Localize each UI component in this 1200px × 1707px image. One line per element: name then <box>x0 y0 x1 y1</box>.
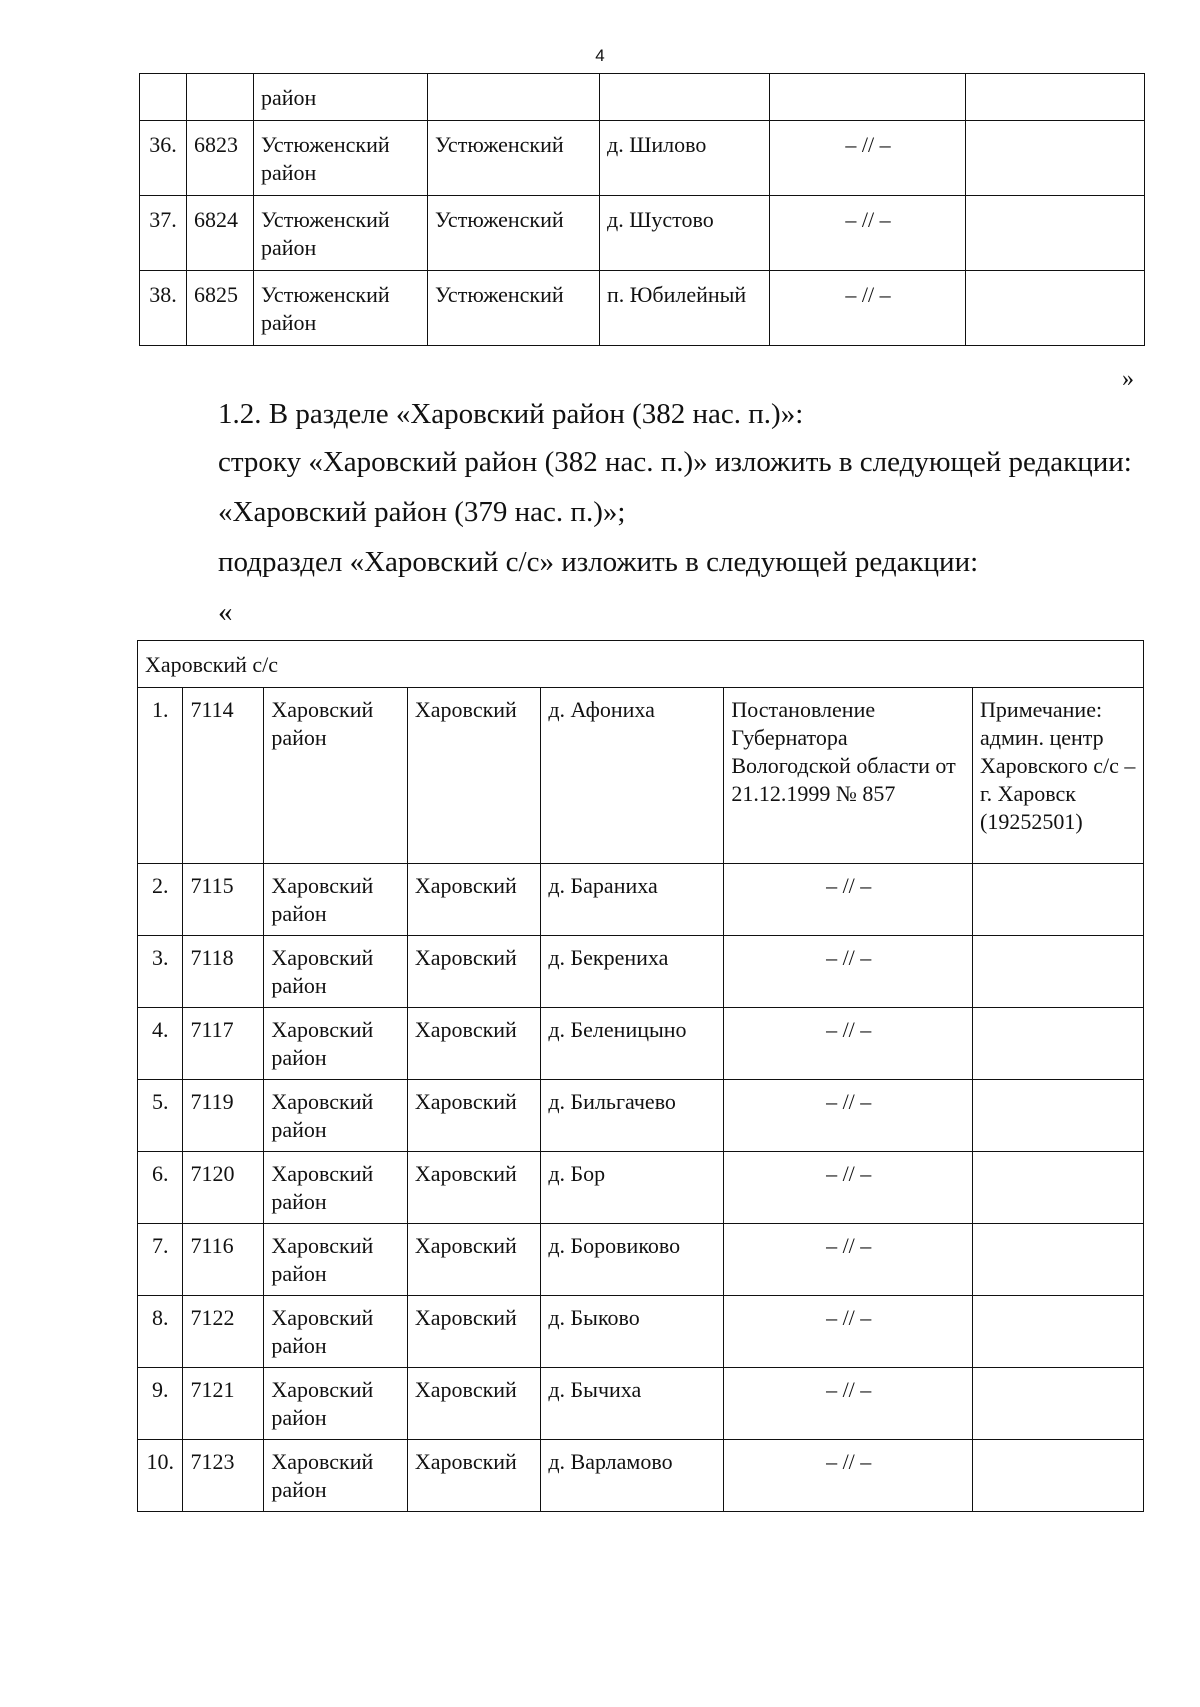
cell-code: 7116 <box>183 1224 264 1296</box>
cell-code: 7117 <box>183 1008 264 1080</box>
top_table-row <box>140 74 1145 121</box>
cell-row-number: 3. <box>138 936 183 1008</box>
main_table-row <box>138 1224 1144 1296</box>
main_table-row <box>138 1008 1144 1080</box>
cell-legal-basis: – // – <box>770 271 966 346</box>
cell-row-number: 36. <box>140 121 187 196</box>
cell-municipality: Харовский <box>407 1080 540 1152</box>
main_table-row <box>138 1440 1144 1512</box>
cell-settlement: д. Бараниха <box>541 864 724 936</box>
cell-note <box>973 864 1144 936</box>
cell-district: Харовский район <box>264 688 408 864</box>
cell-note <box>973 1296 1144 1368</box>
cell-row-number: 5. <box>138 1080 183 1152</box>
cell-district: Харовский район <box>264 1008 408 1080</box>
cell-code: 7121 <box>183 1368 264 1440</box>
cell-settlement: д. Бекрениха <box>541 936 724 1008</box>
cell-settlement: д. Шилово <box>600 121 770 196</box>
section-title-row <box>138 641 1144 688</box>
cell-note <box>973 1224 1144 1296</box>
cell-district: Харовский район <box>264 1152 408 1224</box>
cell-note <box>973 1152 1144 1224</box>
top-table-body <box>140 74 1145 346</box>
cell-note <box>966 196 1145 271</box>
cell-row-number: 1. <box>138 688 183 864</box>
cell-municipality: Харовский <box>407 1440 540 1512</box>
cell-legal-basis: – // – <box>724 1296 973 1368</box>
cell-district: Харовский район <box>264 1440 408 1512</box>
cell-row-number: 10. <box>138 1440 183 1512</box>
cell-legal-basis <box>770 74 966 121</box>
cell-settlement <box>600 74 770 121</box>
cell-settlement: д. Боровиково <box>541 1224 724 1296</box>
cell-district: Устюженский район <box>254 196 428 271</box>
paragraph-section-heading: 1.2. В разделе «Харовский район (382 нас. п.)»: <box>218 398 804 430</box>
cell-municipality: Харовский <box>407 1008 540 1080</box>
cell-legal-basis: – // – <box>724 1008 973 1080</box>
cell-code: 6823 <box>187 121 254 196</box>
top_table-row <box>140 121 1145 196</box>
cell-row-number: 2. <box>138 864 183 936</box>
cell-district: Харовский район <box>264 1296 408 1368</box>
cell-district: район <box>254 74 428 121</box>
cell-legal-basis: – // – <box>770 121 966 196</box>
cell-note: Примечание: админ. центр Харовского с/с – г. Харовск (19252501) <box>973 688 1144 864</box>
cell-code: 7114 <box>183 688 264 864</box>
cell-note <box>966 74 1145 121</box>
cell-code: 6825 <box>187 271 254 346</box>
main-table-body <box>138 641 1144 1512</box>
closing-quote: » <box>1122 366 1134 392</box>
cell-note <box>973 936 1144 1008</box>
cell-row-number: 8. <box>138 1296 183 1368</box>
cell-row-number: 38. <box>140 271 187 346</box>
cell-note <box>973 1440 1144 1512</box>
cell-municipality: Харовский <box>407 1368 540 1440</box>
cell-municipality: Харовский <box>407 936 540 1008</box>
top_table-row <box>140 271 1145 346</box>
page-number: 4 <box>595 46 605 65</box>
cell-legal-basis: – // – <box>724 1440 973 1512</box>
cell-municipality <box>428 74 600 121</box>
main_table-row <box>138 936 1144 1008</box>
cell-settlement: д. Беленицыно <box>541 1008 724 1080</box>
main_table-row <box>138 1080 1144 1152</box>
cell-legal-basis: – // – <box>724 936 973 1008</box>
cell-code: 7115 <box>183 864 264 936</box>
cell-district: Харовский район <box>264 936 408 1008</box>
cell-legal-basis: – // – <box>770 196 966 271</box>
cell-row-number: 7. <box>138 1224 183 1296</box>
cell-settlement: д. Варламово <box>541 1440 724 1512</box>
cell-municipality: Устюженский <box>428 121 600 196</box>
cell-row-number: 6. <box>138 1152 183 1224</box>
cell-municipality: Устюженский <box>428 271 600 346</box>
cell-row-number: 37. <box>140 196 187 271</box>
cell-row-number <box>140 74 187 121</box>
cell-row-number: 9. <box>138 1368 183 1440</box>
main_table-row <box>138 688 1144 864</box>
cell-code: 7120 <box>183 1152 264 1224</box>
cell-municipality: Харовский <box>407 688 540 864</box>
main_table-row <box>138 1368 1144 1440</box>
cell-settlement: д. Бор <box>541 1152 724 1224</box>
cell-legal-basis: – // – <box>724 1152 973 1224</box>
cell-district: Харовский район <box>264 1080 408 1152</box>
cell-note <box>966 121 1145 196</box>
cell-municipality: Харовский <box>407 1224 540 1296</box>
cell-note <box>973 1008 1144 1080</box>
cell-note <box>966 271 1145 346</box>
top-table <box>139 73 1145 346</box>
top_table-row <box>140 196 1145 271</box>
cell-code: 6824 <box>187 196 254 271</box>
paragraph-row-change: строку «Харовский район (382 нас. п.)» изложить в следующей редакции: <box>218 446 1132 478</box>
cell-municipality: Харовский <box>407 1152 540 1224</box>
cell-code: 7123 <box>183 1440 264 1512</box>
cell-settlement: д. Шустово <box>600 196 770 271</box>
main_table-row <box>138 864 1144 936</box>
cell-settlement: д. Бильгачево <box>541 1080 724 1152</box>
cell-settlement: д. Бычиха <box>541 1368 724 1440</box>
cell-note <box>973 1080 1144 1152</box>
cell-district: Харовский район <box>264 1368 408 1440</box>
cell-municipality: Устюженский <box>428 196 600 271</box>
cell-settlement: д. Быково <box>541 1296 724 1368</box>
main-table <box>137 640 1144 1512</box>
section-title: Харовский с/с <box>138 641 1144 688</box>
cell-settlement: д. Афониха <box>541 688 724 864</box>
cell-note <box>973 1368 1144 1440</box>
cell-district: Устюженский район <box>254 271 428 346</box>
cell-municipality: Харовский <box>407 864 540 936</box>
main_table-row <box>138 1296 1144 1368</box>
paragraph-subsection-change: подраздел «Харовский с/с» изложить в следующей редакции: <box>218 546 979 578</box>
cell-code: 7119 <box>183 1080 264 1152</box>
cell-legal-basis: – // – <box>724 864 973 936</box>
cell-district: Харовский район <box>264 864 408 936</box>
cell-municipality: Харовский <box>407 1296 540 1368</box>
paragraph-new-row: «Харовский район (379 нас. п.)»; <box>218 496 626 528</box>
cell-code: 7118 <box>183 936 264 1008</box>
cell-code <box>187 74 254 121</box>
cell-row-number: 4. <box>138 1008 183 1080</box>
opening-quote: « <box>218 596 233 628</box>
cell-code: 7122 <box>183 1296 264 1368</box>
cell-legal-basis: – // – <box>724 1080 973 1152</box>
cell-district: Устюженский район <box>254 121 428 196</box>
cell-legal-basis: Постановление Губернатора Вологодской области от 21.12.1999 № 857 <box>724 688 973 864</box>
cell-settlement: п. Юбилейный <box>600 271 770 346</box>
cell-legal-basis: – // – <box>724 1224 973 1296</box>
main_table-row <box>138 1152 1144 1224</box>
cell-legal-basis: – // – <box>724 1368 973 1440</box>
cell-district: Харовский район <box>264 1224 408 1296</box>
